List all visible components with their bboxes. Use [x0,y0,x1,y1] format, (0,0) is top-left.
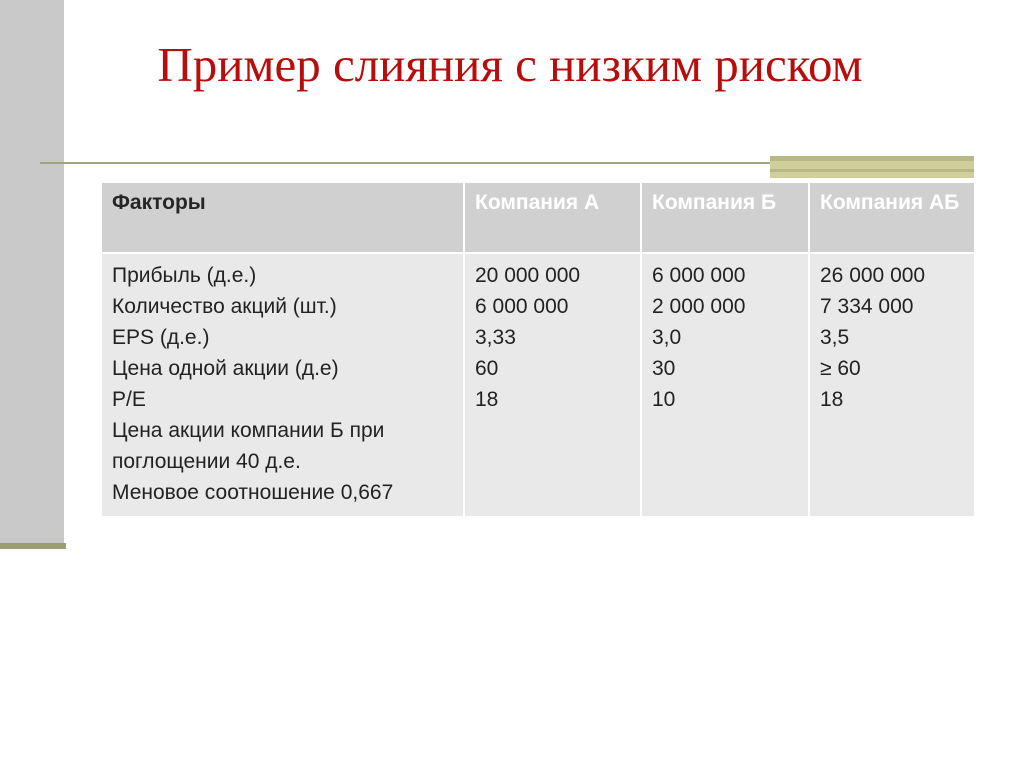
header-company-ab: Компания АБ [809,182,975,253]
company-a-pe: 18 [475,388,499,411]
company-ab-profit: 26 000 000 [820,264,926,287]
title-accent-block [770,156,974,178]
company-b-price: 30 [652,357,676,380]
factor-eps: EPS (д.е.) [112,326,210,349]
factor-exchange-ratio: Меновое соотношение 0,667 [112,481,394,504]
factor-acquisition-price: Цена акции компании Б при поглощении 40 д.е. [112,419,385,473]
factor-pe: P/E [112,388,146,411]
table-row [101,253,975,517]
table-header-row [101,182,975,253]
factor-profit: Прибыль (д.е.) [112,264,257,287]
header-company-a: Компания А [464,182,641,253]
company-ab-eps: 3,5 [820,326,850,349]
header-factors: Факторы [101,182,464,253]
factors-cell [101,253,464,517]
left-decor-bar [0,0,64,546]
company-a-cell [464,253,641,517]
company-ab-shares: 7 334 000 [820,295,914,318]
company-b-cell [641,253,809,517]
company-a-profit: 20 000 000 [475,264,581,287]
company-b-profit: 6 000 000 [652,264,746,287]
factor-shares: Количество акций (шт.) [112,295,337,318]
slide-title: Пример слияния с низким риском [157,37,863,92]
company-a-shares: 6 000 000 [475,295,569,318]
company-ab-pe: 18 [820,388,844,411]
company-b-pe: 10 [652,388,676,411]
company-b-eps: 3,0 [652,326,682,349]
company-ab-cell [809,253,975,517]
left-decor-accent [0,543,66,549]
factor-price: Цена одной акции (д.е) [112,357,339,380]
title-underline [40,162,772,164]
header-company-b: Компания Б [641,182,809,253]
company-a-eps: 3,33 [475,326,516,349]
merger-table [100,181,976,518]
company-a-price: 60 [475,357,499,380]
company-ab-price: ≥ 60 [820,357,861,380]
company-b-shares: 2 000 000 [652,295,746,318]
